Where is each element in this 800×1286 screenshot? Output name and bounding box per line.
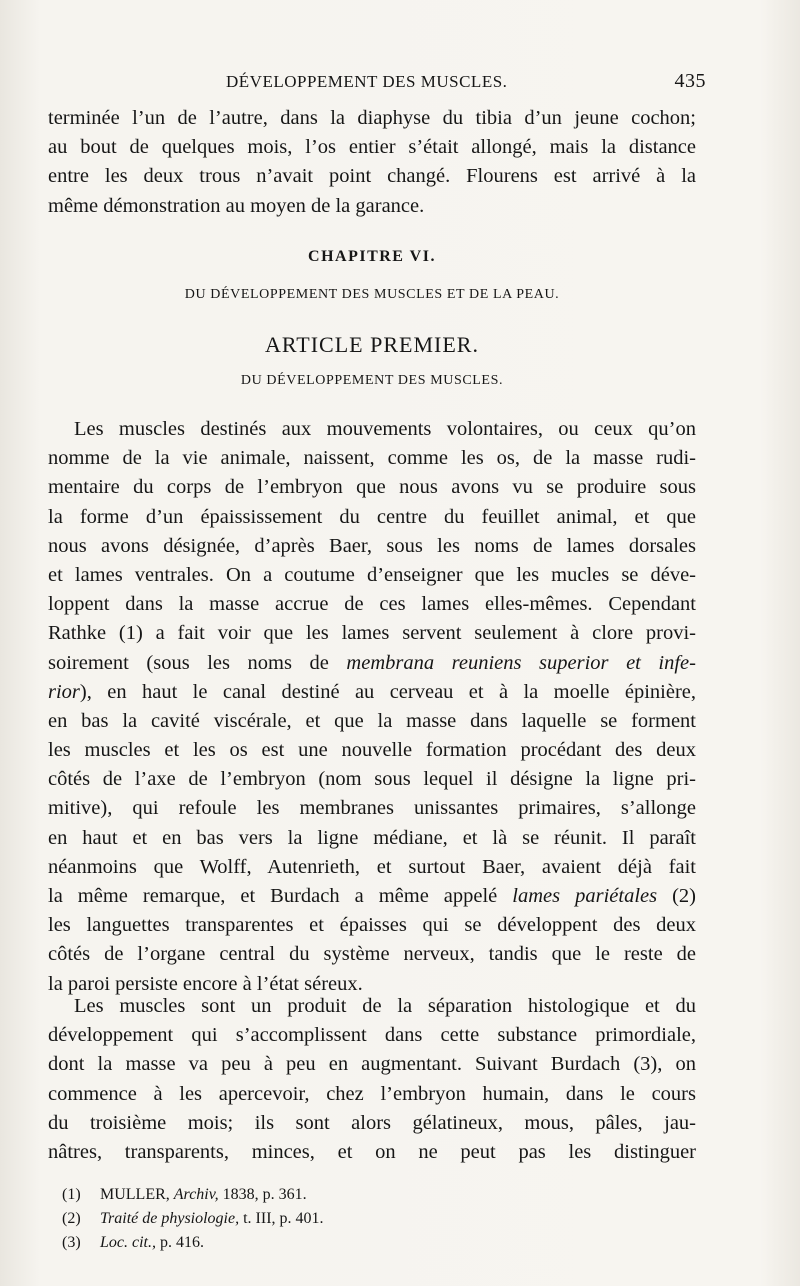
text-line: en bas la cavité viscérale, et que la masse dans laquelle se forment — [48, 709, 696, 732]
footnote-ref-text: 1838, p. 361. — [218, 1186, 307, 1203]
text-line — [48, 649, 696, 678]
text-line: mentaire du corps de l’embryon que nous avons vu se produire sous — [48, 476, 696, 499]
text-line: terminée l’un de l’autre, dans la diaphyse du tibia d’un jeune cochon; — [48, 107, 696, 129]
text-line — [48, 678, 696, 707]
text-line: les muscles et les os est une nouvelle formation procédant des deux — [48, 739, 696, 762]
text-line: côtés de l’axe de l’embryon (nom sous lequel il désigne la ligne pri- — [48, 768, 696, 791]
page-number: 435 — [674, 70, 706, 92]
text-line: nous avons désignée, d’après Baer, sous les noms de lames dorsales — [48, 534, 696, 557]
article-heading: ARTICLE PREMIER. — [265, 332, 479, 357]
footnotes — [62, 1183, 662, 1255]
text-line: Les muscles destinés aux mouvements volontaires, ou ceux qu’on — [74, 418, 696, 440]
footnote-ref-text: p. 416. — [156, 1234, 204, 1251]
text-run: ), en haut le canal destiné au cerveau et à la moelle épinière, — [79, 680, 696, 703]
text-line: nâtres, transparents, minces, et on ne peut pas les distinguer — [48, 1140, 696, 1163]
latin-term-end: rior — [48, 680, 80, 703]
article-subtitle: DU DÉVELOPPEMENT DES MUSCLES. — [240, 373, 504, 388]
text-line: du troisième mois; ils sont alors gélatineux, mous, pâles, jau- — [48, 1111, 696, 1134]
text-line — [48, 882, 696, 911]
footnote-author: MULLER, — [100, 1186, 174, 1203]
chapter-heading: CHAPITRE VI. — [308, 248, 436, 265]
latin-term: membrana reuniens superior et infe- — [346, 651, 696, 674]
text-run: la même remarque, et Burdach a même appelé — [48, 885, 513, 907]
footnote-number: (3) — [62, 1234, 81, 1251]
text-line: développement qui s’accomplissent dans cette substance primordiale, — [48, 1024, 696, 1047]
text-line: côtés de l’organe central du système nerveux, tandis que le reste de — [48, 943, 696, 966]
text-line: même démonstration au moyen de la garance. — [48, 194, 425, 217]
text-line: mitive), qui refoule les membranes unissantes primaires, s’allonge — [48, 797, 696, 820]
text-line: Les muscles sont un produit de la séparation histologique et du — [74, 995, 696, 1017]
text-run: soirement (sous les noms de — [48, 651, 347, 674]
text-line: au bout de quelques mois, l’os entier s’était allongé, mais la distance — [48, 136, 696, 159]
text-line: dont la masse va peu à peu en augmentant. Suivant Burdach (3), on — [48, 1053, 696, 1076]
footnote-ref: (2) — [657, 885, 696, 907]
text-line: nomme de la vie animale, naissent, comme les os, de la masse rudi- — [48, 447, 696, 470]
chapter-subtitle: DU DÉVELOPPEMENT DES MUSCLES ET DE LA PEAU. — [184, 287, 560, 302]
running-title: DÉVELOPPEMENT DES MUSCLES. — [226, 72, 508, 91]
italic-term: lames pariétales — [512, 885, 658, 907]
footnote — [62, 1231, 662, 1255]
footnote-number: (1) — [62, 1186, 81, 1203]
running-head — [48, 70, 706, 98]
footnote-ref-text: t. III, p. 401. — [239, 1210, 324, 1227]
text-line: commence à les apercevoir, chez l’embryon humain, dans le cours — [48, 1082, 696, 1105]
footnote-title: Archiv, — [173, 1186, 219, 1203]
paragraph-continuation — [48, 104, 696, 221]
text-line: néanmoins que Wolff, Autenrieth, et surtout Baer, avaient déjà fait — [48, 855, 696, 878]
footnote-title: Traité de physiologie, — [100, 1210, 240, 1227]
text-line: et lames ventrales. On a coutume d’enseigner que les mucles se déve- — [48, 563, 696, 586]
text-line: en haut et en bas vers la ligne médiane, et là se réunit. Il paraît — [48, 826, 696, 849]
footnote — [62, 1207, 662, 1231]
footnote-number: (2) — [62, 1210, 81, 1227]
text-line: Rathke (1) a fait voir que les lames servent seulement à clore provi- — [48, 622, 696, 645]
paragraph-2 — [48, 992, 696, 1167]
text-line: entre les deux trous n’avait point changé. Flourens est arrivé à la — [48, 165, 696, 188]
text-line: loppent dans la masse accrue de ces lames elles-mêmes. Cependant — [48, 593, 696, 616]
text-line: les languettes transparentes et épaisses qui se développent des deux — [48, 914, 696, 937]
text-line: la paroi persiste encore à l’état séreux. — [48, 972, 363, 995]
footnote — [62, 1183, 662, 1207]
text-line: la forme d’un épaississement du centre du feuillet animal, et que — [48, 505, 696, 528]
footnote-title: Loc. cit., — [100, 1234, 156, 1251]
paragraph-1 — [48, 415, 696, 999]
